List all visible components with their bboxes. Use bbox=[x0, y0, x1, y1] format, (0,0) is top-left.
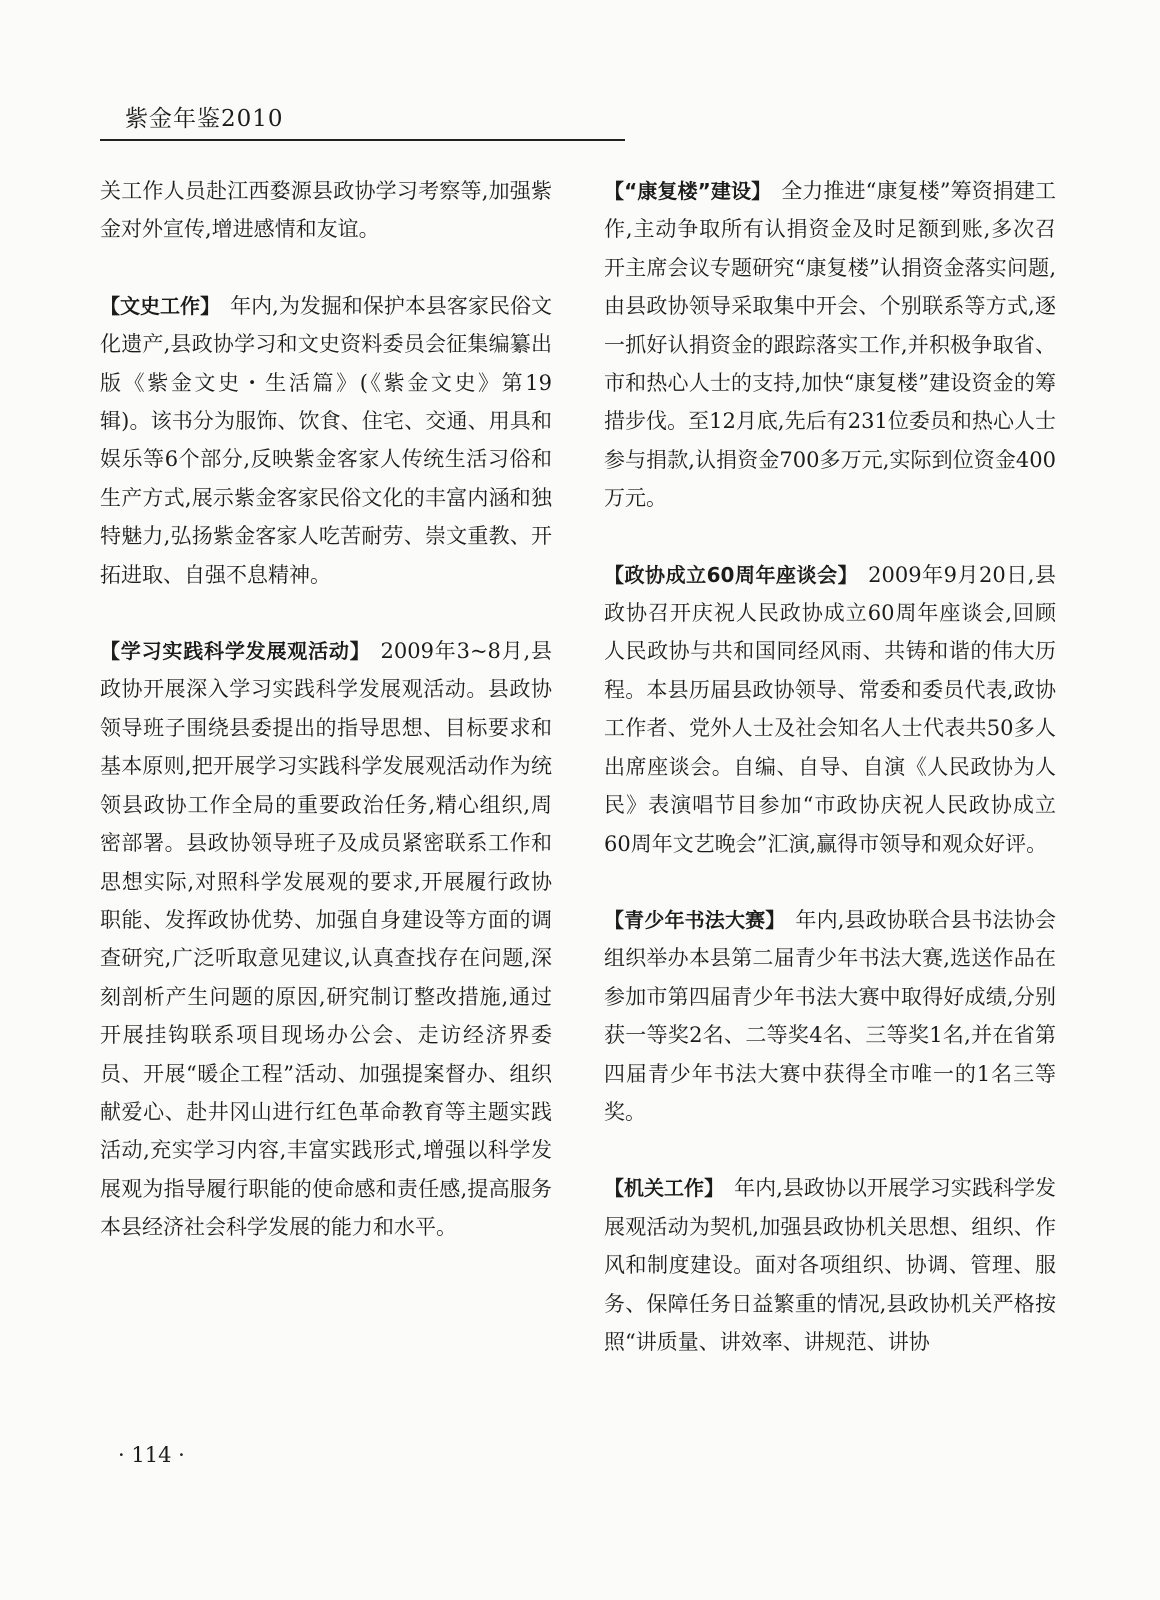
paragraph-text: 关工作人员赴江西婺源县政协学习考察等,加强紫金对外宣传,增进感情和友谊。 bbox=[100, 179, 552, 242]
section-heading: 【“康复楼”建设】 bbox=[604, 179, 772, 203]
section-heading: 【青少年书法大赛】 bbox=[604, 907, 786, 932]
paragraph-text: 2009年9月20日,县政协召开庆祝人民政协成立60周年座谈会,回顾人民政协与共和国同经风雨、共铸和谐的伟大历程。本县历届县政协领导、常委和委员代表,政协工作者、党外人士及社会知名人士代表共50多人出席座谈会。自编、自导、自演《人民政协为人民》表演唱节目参加“市政协庆祝人民政协成立60周年文艺晚会”汇演,赢得市领导和观众好评。 bbox=[604, 562, 1056, 856]
section-heading: 【学习实践科学发展观活动】 bbox=[100, 639, 371, 664]
paragraph-text: 年内,为发掘和保护本县客家民俗文化遗产,县政协学习和文史资料委员会征集编纂出版《紫金文史・生活篇》(《紫金文史》第19辑)。该书分为服饰、饮食、住宅、交通、用具和娱乐等6个部分,反映紫金客家人传统生活习俗和生产方式,展示紫金客家民俗文化的丰富内涵和独特魅力,弘扬紫金客家人吃苦耐劳、崇文重教、开拓进取、自强不息精神。 bbox=[100, 293, 552, 587]
paragraph-continuation bbox=[100, 172, 552, 249]
header-rule bbox=[100, 139, 625, 141]
left-column bbox=[100, 172, 552, 1247]
right-column bbox=[604, 172, 1056, 1361]
paragraph-rehab-building bbox=[604, 172, 1056, 518]
section-heading: 【政协成立60周年座谈会】 bbox=[604, 562, 859, 587]
running-header-title: 紫金年鉴2010 bbox=[125, 106, 284, 132]
page-number: · 114 · bbox=[118, 1443, 185, 1467]
section-heading: 【文史工作】 bbox=[100, 293, 221, 318]
paragraph-text: 全力推进“康复楼”筹资捐建工作,主动争取所有认捐资金及时足额到账,多次召开主席会议专题研究“康复楼”认捐资金落实问题,由县政协领导采取集中开会、个别联系等方式,逐一抓好认捐资金的跟踪落实工作,并积极争取省、市和热心人士的支持,加快“康复楼”建设资金的筹措步伐。至12月底,先后有231位委员和热心人士参与捐款,认捐资金700多万元,实际到位资金400万元。 bbox=[604, 179, 1056, 511]
paragraph-60th-anniversary bbox=[604, 556, 1056, 863]
paragraph-scientific-development bbox=[100, 632, 552, 1247]
section-heading: 【机关工作】 bbox=[604, 1176, 725, 1201]
paragraph-text: 2009年3~8月,县政协开展深入学习实践科学发展观活动。县政协领导班子围绕县委提出的指导思想、目标要求和基本原则,把开展学习实践科学发展观活动作为统领县政协工作全局的重要政治任务,精心组织,周密部署。县政协领导班子及成员紧密联系工作和思想实际,对照科学发展观的要求,开展履行政协职能、发挥政协优势、加强自身建设等方面的调查研究,广泛听取意见建议,认真查找存在问题,深刻剖析产生问题的原因,研究制订整改措施,通过开展挂钩联系项目现场办公会、走访经济界委员、开展“暖企工程”活动、加强提案督办、组织献爱心、赴井冈山进行红色革命教育等主题实践活动,充实学习内容,丰富实践形式,增强以科学发展观为指导履行职能的使命感和责任感,提高服务本县经济社会科学发展的能力和水平。 bbox=[100, 639, 553, 1240]
paragraph-calligraphy-contest bbox=[604, 901, 1056, 1131]
paragraph-culture-history bbox=[100, 287, 552, 594]
paragraph-office-work bbox=[604, 1169, 1056, 1361]
paragraph-text: 年内,县政协联合县书法协会组织举办本县第二届青少年书法大赛,选送作品在参加市第四届青少年书法大赛中取得好成绩,分别获一等奖2名、二等奖4名、三等奖1名,并在省第四届青少年书法大赛中获得全市唯一的1名三等奖。 bbox=[604, 907, 1056, 1124]
paragraph-text: 年内,县政协以开展学习实践科学发展观活动为契机,加强县政协机关思想、组织、作风和制度建设。面对各项组织、协调、管理、服务、保障任务日益繁重的情况,县政协机关严格按照“讲质量、讲效率、讲规范、讲协 bbox=[604, 1176, 1056, 1354]
